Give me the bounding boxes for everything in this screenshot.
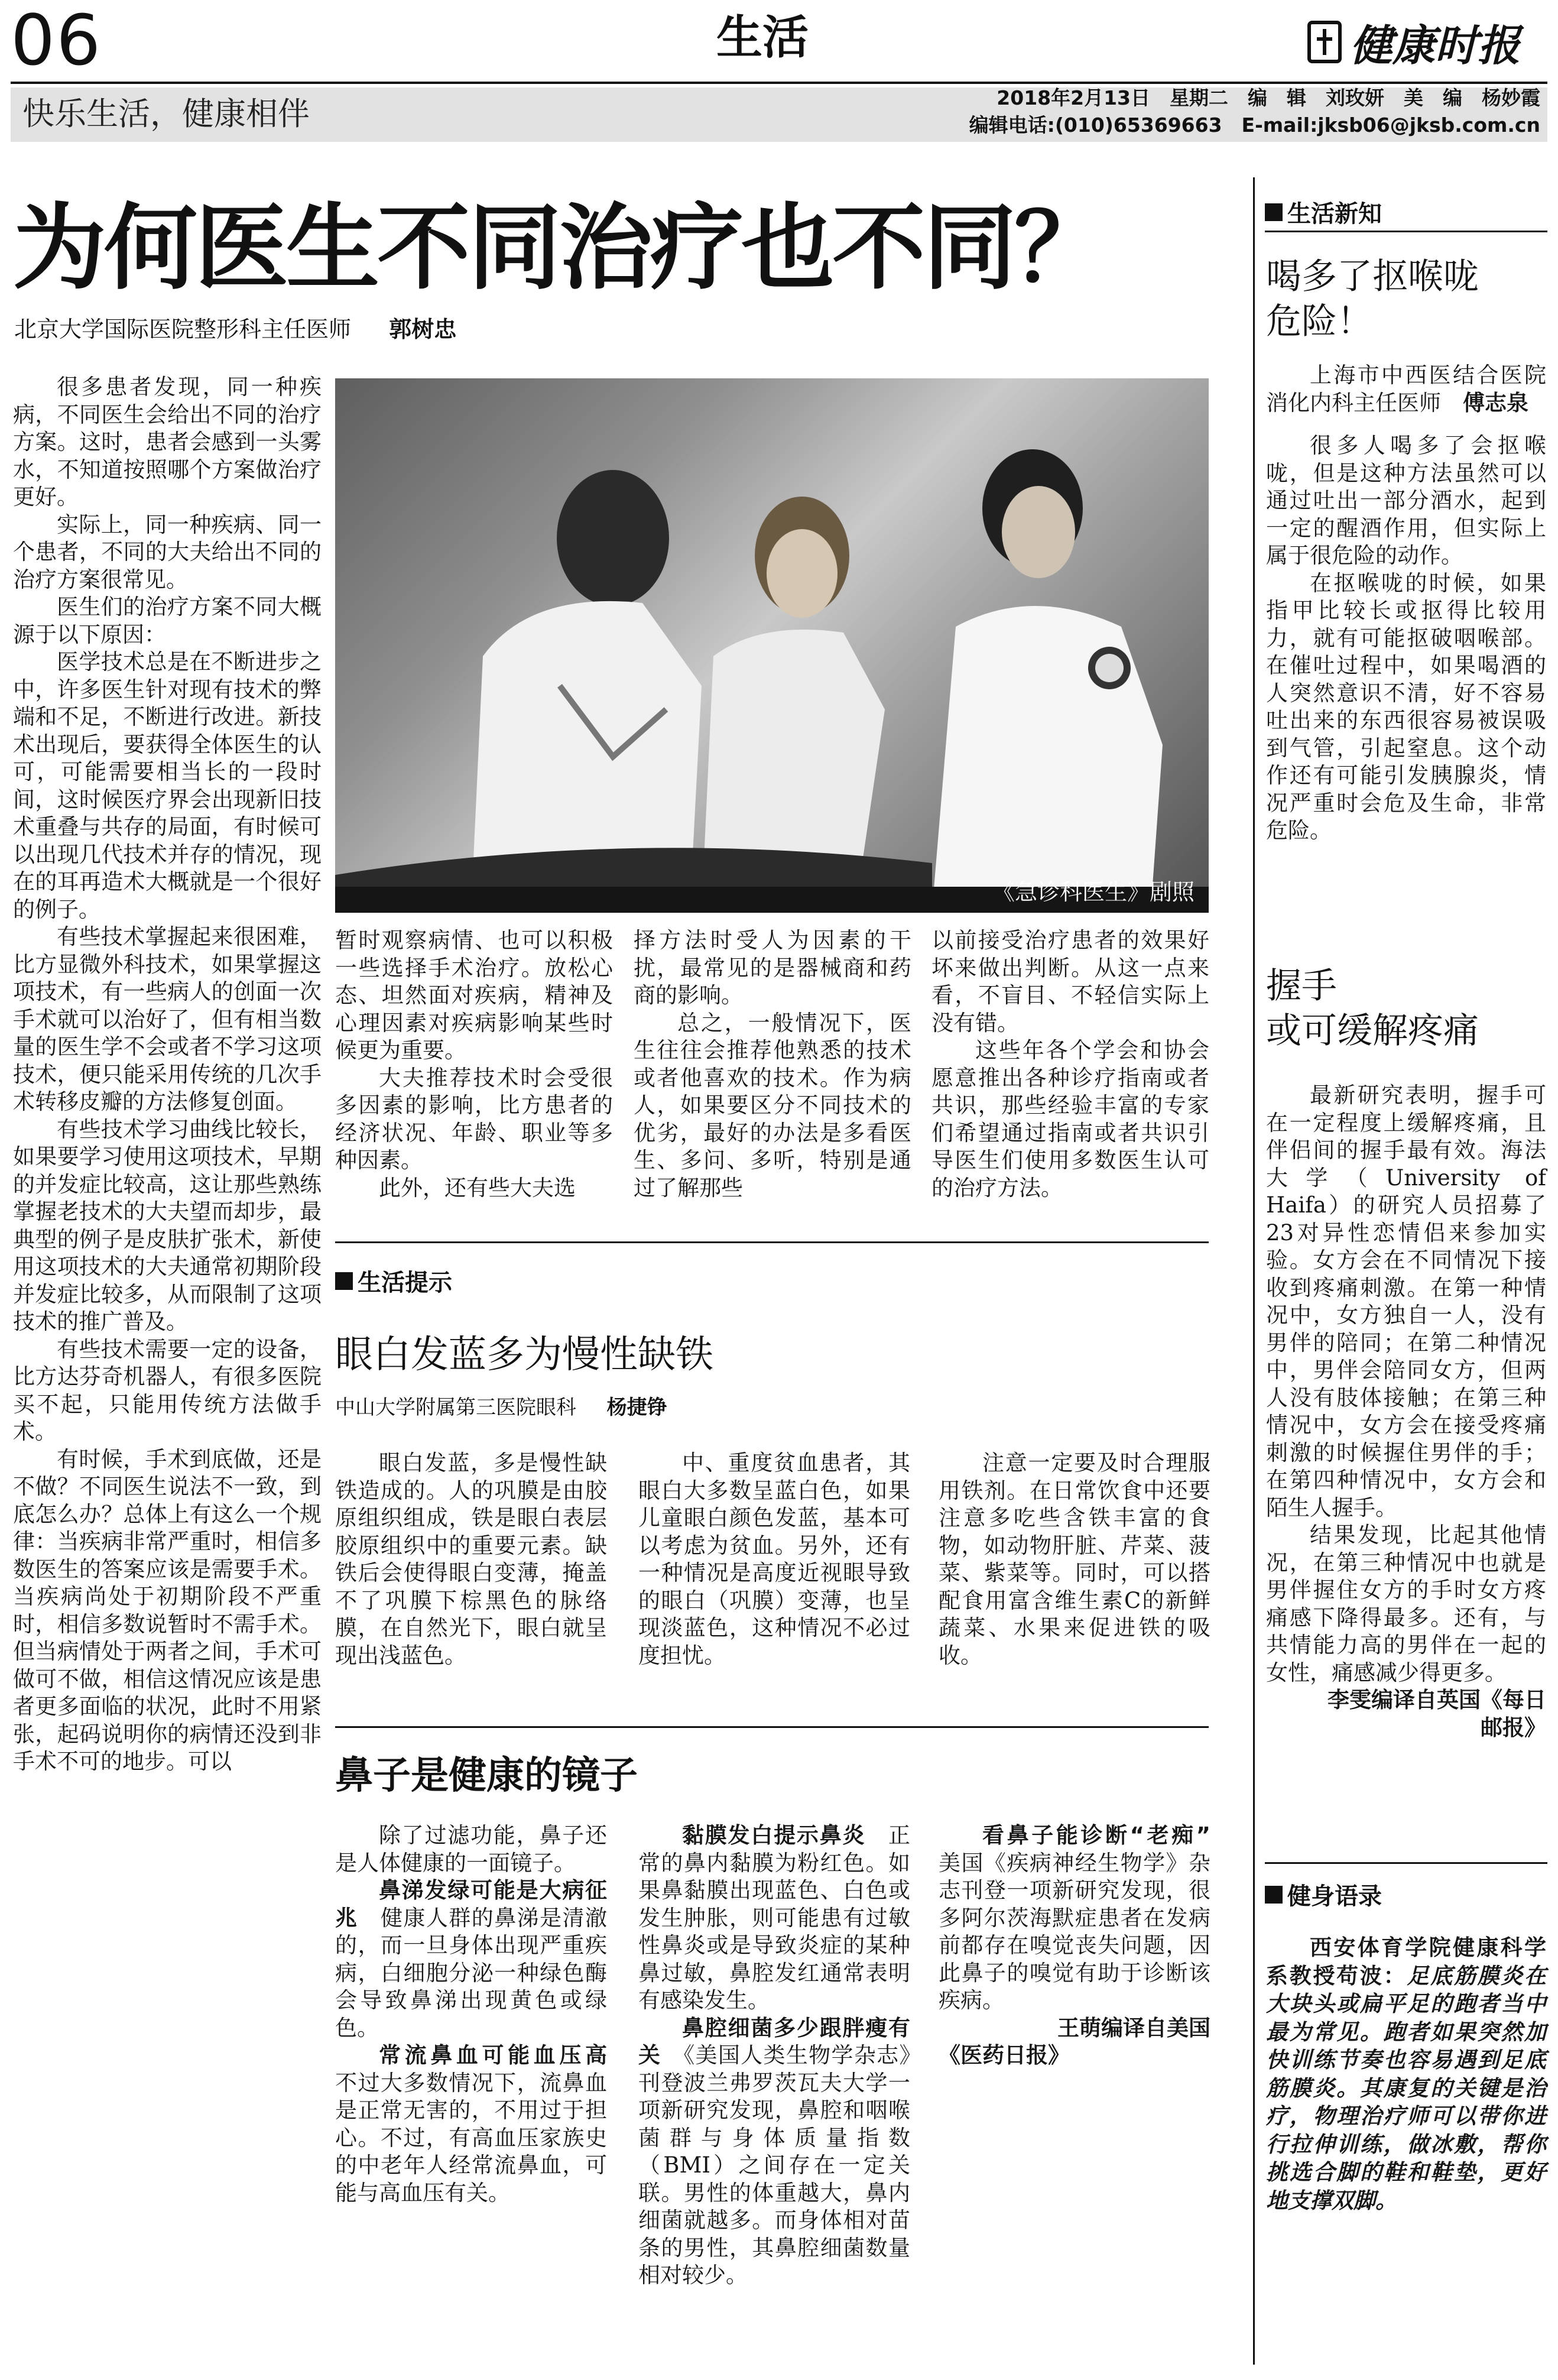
nose-s5-title: 看鼻子能诊断“老痴” [982, 1823, 1210, 1848]
tips-headline: 眼白发蓝多为慢性缺铁 [335, 1333, 713, 1377]
main-article-col4 [931, 927, 1209, 1202]
main-col1-p2: 实际上，同一种疾病、同一个患者，不同的大夫给出不同的治疗方案很常见。 [13, 511, 322, 592]
nose-col3 [939, 1822, 1210, 2070]
main-byline [14, 314, 456, 344]
nose-s3-title: 黏膜发白提示鼻炎 [682, 1823, 866, 1848]
main-col1-p4: 医学技术总是在不断进步之中，许多医生针对现有技术的弊端和不足，不断进行改进。新技术出现后，要获得全体医生的认可，可能需要相当长的一段时间，这时候医疗界会出现新旧技术重叠与共存的局面，有时候可以出现几代技术并存的情况，现在的耳再造术大概就是一个很好的例子。 [13, 649, 322, 922]
section-square-icon [335, 1272, 353, 1290]
tips-byline [335, 1394, 667, 1421]
main-col1-p7: 有些技术需要一定的设备，比方达芬奇机器人，有很多医院买不起，只能用传统方法做手术。 [13, 1336, 322, 1444]
main-col1-p1: 很多患者发现，同一种疾病，不同医生会给出不同的治疗方案。这时，患者会感到一头雾水，不知道按照哪个方案做治疗更好。 [13, 374, 322, 510]
logo-text: 健康时报 [1350, 20, 1521, 70]
tips-byline-name: 杨捷铮 [606, 1396, 667, 1419]
contact-line: 编辑电话:(010)65369663 E-mail:jksb06@jksb.com.cn [969, 114, 1540, 137]
main-byline-org: 北京大学国际医院整形科主任医师 [14, 316, 352, 342]
photo-illustration [335, 378, 1209, 913]
tips-col3-p1: 注意一定要及时合理服用铁剂。在日常饮食中还要注意多吃些含铁丰富的食物，如动物肝脏、芹菜、菠菜、紫菜等。同时，可以搭配食用富含维生素C的新鲜蔬菜、水果来促进铁的吸收。 [939, 1450, 1210, 1668]
main-headline: 为何医生不同治疗也不同？ [13, 194, 1105, 303]
main-col4-p2: 这些年各个学会和协会愿意推出各种诊疗指南或者共识，那些经验丰富的专家们希望通过指南或者共识引导医生们使用多数医生认可的治疗方法。 [931, 1037, 1209, 1201]
sidebar-art2-p2: 结果发现，比起其他情况，在第三种情况中也就是男伴握住女方的手时女方疼痛感下降得最多。还有，与共情能力高的男伴在一起的女性，痛感减少得更多。 [1266, 1522, 1546, 1685]
page-number: 06 [11, 0, 102, 81]
section-square-icon [1265, 1886, 1283, 1904]
slogan: 快乐生活，健康相伴 [22, 95, 310, 132]
sidebar-quote-speaker: 西安体育学院健康科学系教授苟波： [1266, 1935, 1546, 1989]
nose-s2-text: 不过大多数情况下，流鼻血是正常无害的，不用过于担心。不过，有高血压家族史的中老年人经常流鼻血，可能与高血压有关。 [335, 2070, 607, 2206]
sidebar-art2 [1266, 1082, 1546, 1742]
sidebar-art2-title: 握手 或可缓解疼痛 [1266, 965, 1479, 1052]
sidebar-quote [1266, 1934, 1546, 2214]
tips-col2 [638, 1450, 910, 1669]
main-col2-p3: 此外，还有些大夫选 [379, 1175, 576, 1201]
main-col2-p2: 大夫推荐技术时会受很多因素的影响，比方患者的经济状况、年龄、职业等多种因素。 [335, 1065, 613, 1173]
sidebar-art2-credit: 李雯编译自英国《每日邮报》 [1327, 1687, 1546, 1740]
nose-s1-text: 健康人群的鼻涕是清澈的，而一旦身体出现严重疾病，白细胞分泌一种绿色酶会导致鼻涕出现黄色或绿色。 [335, 1905, 608, 2041]
logo [1307, 15, 1520, 69]
nose-s1-title: 鼻涕发绿可能是大病征兆 [335, 1878, 607, 1931]
nose-credit-line1: 王萌编译自美国 [1057, 2015, 1210, 2041]
sidebar-art1-p2: 在抠喉咙的时候，如果指甲比较长或抠得比较用力，就有可能抠破咽喉部。在催吐过程中，如果喝酒的人突然意识不清，好不容易吐出来的东西很容易被误吸到气管，引起窒息。这个动作还有可能引发胰腺炎，情况严重时会危及生命，非常危险。 [1266, 570, 1546, 843]
tips-col2-p1: 中、重度贫血患者，其眼白大多数呈蓝白色，如果儿童眼白颜色发蓝，基本可以考虑为贫血。另外，还有一种情况是高度近视眼导致的眼白（巩膜）变薄，也呈现淡蓝色，这种情况不必过度担忧。 [638, 1450, 910, 1668]
sidebar-quote-text: 足底筋膜炎在大块头或扁平足的跑者当中最为常见。跑者如果突然加快训练节奏也容易遇到足底筋膜炎。其康复的关键是治疗，物理治疗师可以带你进行拉伸训练，做冰敷，帮你挑选合脚的鞋和鞋垫，更好地支撑双脚。 [1266, 1962, 1547, 2213]
main-byline-name: 郭树忠 [389, 316, 457, 342]
main-col2-p1: 暂时观察病情、也可以积极一些选择手术治疗。放松心态、坦然面对疾病，精神及心理因素对疾病影响某些时候更为重要。 [335, 928, 613, 1063]
main-col4-p1: 以前接受治疗患者的效果好坏来做出判断。从这一点来看，不盲目、不轻信实际上没有错。 [931, 928, 1209, 1036]
tips-col1 [335, 1450, 607, 1669]
tips-byline-org: 中山大学附属第三医院眼科 [335, 1396, 576, 1419]
main-article-col1 [13, 374, 322, 2354]
tips-col3 [939, 1450, 1210, 1669]
main-col3-p2: 总之，一般情况下，医生往往会推荐他熟悉的技术或者他喜欢的技术。作为病人，如果要区分不同技术的优劣，最好的办法是多看医生、多问、多听，特别是通过了解那些 [634, 1010, 911, 1201]
sidebar-label-fitness-quotes: 健身语录 [1265, 1878, 1382, 1911]
sidebar-art1-byline: 上海市中西医结合医院消化内科主任医师 傅志泉 [1266, 362, 1546, 416]
section-square-icon [1265, 203, 1283, 221]
nose-headline: 鼻子是健康的镜子 [335, 1754, 638, 1798]
tips-col1-p1: 眼白发蓝，多是慢性缺铁造成的。人的巩膜是由胶原组织组成，铁是眼白表层胶原组织中的重要元素。缺铁后会使得眼白变薄，掩盖不了巩膜下棕黑色的脉络膜，在自然光下，眼白就呈现出浅蓝色。 [335, 1450, 607, 1668]
section-name: 生活 [716, 11, 809, 64]
nose-s3-text: 正常的鼻内黏膜为粉红色。如果鼻黏膜出现蓝色、白色或发生肿胀，则可能患有过敏性鼻炎或是导致炎症的某种鼻过敏，鼻腔发红通常表明有感染发生。 [638, 1823, 910, 2013]
nose-s4-title: 鼻腔细菌多少跟胖瘦有关 [638, 2015, 910, 2068]
sidebar-art1 [1266, 362, 1546, 845]
main-col3-p1: 择方法时受人为因素的干扰，最常见的是器械商和药商的影响。 [634, 928, 911, 1008]
tips-section-label: 生活提示 [335, 1264, 452, 1298]
date-line: 2018年2月13日 星期二 编 辑 刘玫妍 美 编 杨妙霞 [997, 86, 1540, 109]
main-article-col2 [335, 927, 613, 1202]
sidebar-art2-p1: 最新研究表明，握手可在一定程度上缓解疼痛，且伴侣间的握手最有效。海法大学（University of Haifa）的研究人员招募了23对异性恋情侣来参加实验。女方会在不同情况下接收到疼痛刺激。在第一种情况中，女方独自一人，没有男伴的陪同；在第二种情况中，男伴会陪同女方，但两人没有肢体接触；在第三种情况中，女方会在接受疼痛刺激的时候握住男伴的手；在第四种情况中，女方会和陌生人握手。 [1266, 1082, 1546, 1520]
main-col1-p8: 有时候，手术到底做，还是不做？不同医生说法不一致，到底怎么办？总体上有这么一个规律：当疾病非常严重时，相信多数医生的答案应该是需要手术。当疾病尚处于初期阶段不严重时，相信多数说暂时不需手术。但当病情处于两者之间，手术可做可不做，相信这情况应该是患者更多面临的状况，此时不用紧张，起码说明你的病情还没到非手术不可的地步。可以 [13, 1446, 322, 1774]
nose-col2 [638, 1822, 910, 2324]
nose-s2-title: 常流鼻血可能血压高 [379, 2042, 607, 2068]
logo-mark-icon [1307, 21, 1342, 63]
drama-photo [335, 378, 1209, 913]
nose-credit-line2: 《医药日报》 [939, 2042, 1070, 2068]
main-article-col3 [634, 927, 911, 1202]
nose-col1 [335, 1822, 607, 2207]
sidebar-art1-title: 喝多了抠喉咙 危险！ [1266, 256, 1479, 342]
nose-p1: 除了过滤功能，鼻子还是人体健康的一面镜子。 [335, 1823, 607, 1876]
nose-s5-text: 美国《疾病神经生物学》杂志刊登一项新研究发现，很多阿尔茨海默症患者在发病前都存在嗅觉丧失问题，因此鼻子的嗅觉有助于诊断该疾病。 [939, 1850, 1210, 2013]
sidebar-label-life-knowledge: 生活新知 [1265, 195, 1382, 229]
nose-s4-text: 《美国人类生物学杂志》刊登波兰弗罗茨瓦夫大学一项新研究发现，鼻腔和咽喉菌群与身体质量指数（BMI）之间存在一定关联。男性的体重越大，鼻内细菌就越多。而身体相对苗条的男性，其鼻腔细菌数量相对较少。 [638, 2042, 910, 2288]
main-col1-p5: 有些技术掌握起来很困难，比方显微外科技术，如果掌握这项技术，有一些病人的创面一次手术就可以治好了，但有相当数量的医生学不会或者不学习这项技术，便只能采用传统的几次手术转移皮瓣的方法修复创面。 [13, 924, 322, 1114]
main-col1-p3: 医生们的治疗方案不同大概源于以下原因： [13, 594, 322, 647]
main-col1-p6: 有些技术学习曲线比较长，如果要学习使用这项技术，早期的并发症比较高，这让那些熟练掌握老技术的大夫望而却步，最典型的例子是皮肤扩张术，新使用这项技术的大夫通常初期阶段并发症比较多，从而限制了这项技术的推广普及。 [13, 1116, 322, 1334]
sidebar-art1-p1: 很多人喝多了会抠喉咙，但是这种方法虽然可以通过吐出一部分酒水，起到一定的醒酒作用，但实际上属于很危险的动作。 [1266, 433, 1546, 568]
photo-caption: 《急诊科医生》剧照 [992, 879, 1195, 905]
